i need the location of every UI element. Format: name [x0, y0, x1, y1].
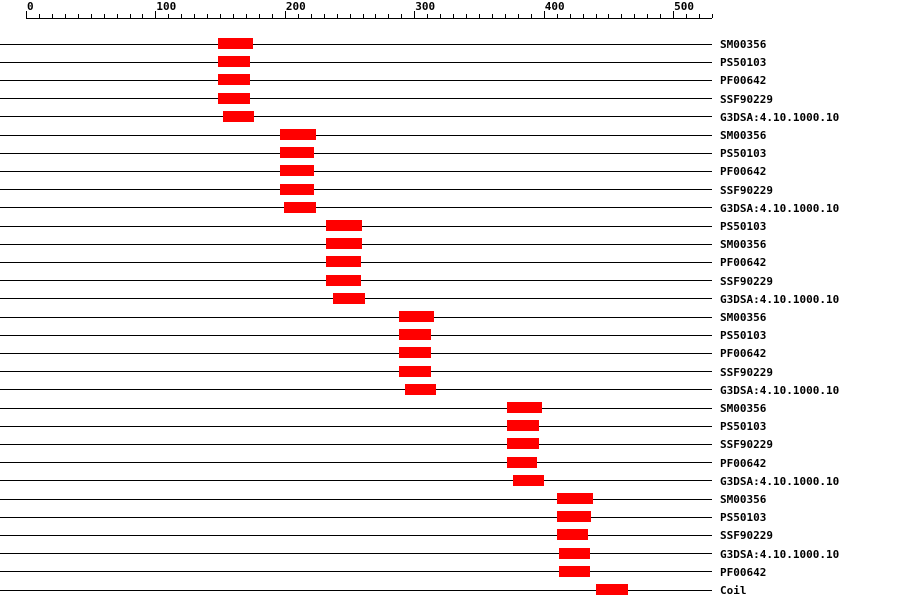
track-label: SSF90229	[720, 275, 773, 288]
track-label: PF00642	[720, 165, 767, 178]
axis-minor-tick	[557, 14, 558, 18]
axis-minor-tick	[505, 14, 506, 18]
track-line	[0, 517, 712, 518]
axis-baseline	[26, 18, 712, 19]
domain-feature-bar[interactable]	[399, 329, 431, 340]
axis-minor-tick	[492, 14, 493, 18]
track-line	[0, 335, 712, 336]
axis-minor-tick	[608, 14, 609, 18]
track-label: PS50103	[720, 220, 767, 233]
axis-minor-tick	[324, 14, 325, 18]
track-line	[0, 135, 712, 136]
track-line	[0, 371, 712, 372]
axis-minor-tick	[453, 14, 454, 18]
axis-minor-tick	[401, 14, 402, 18]
domain-feature-bar[interactable]	[280, 184, 314, 195]
axis-minor-tick	[194, 14, 195, 18]
domain-feature-bar[interactable]	[507, 438, 539, 449]
track-label: PF00642	[720, 256, 767, 269]
axis-minor-tick	[78, 14, 79, 18]
axis-minor-tick	[596, 14, 597, 18]
track-label: G3DSA:4.10.1000.10	[720, 384, 840, 397]
track-label: G3DSA:4.10.1000.10	[720, 293, 840, 306]
axis-minor-tick	[583, 14, 584, 18]
axis-minor-tick	[130, 14, 131, 18]
domain-feature-bar[interactable]	[326, 256, 361, 267]
axis-minor-tick	[142, 14, 143, 18]
track-label: SM00356	[720, 38, 767, 51]
track-label: PF00642	[720, 347, 767, 360]
axis-minor-tick	[660, 14, 661, 18]
domain-feature-bar[interactable]	[507, 457, 537, 468]
domain-feature-bar[interactable]	[405, 384, 436, 395]
track-line	[0, 462, 712, 463]
track-label: G3DSA:4.10.1000.10	[720, 548, 840, 561]
track-line	[0, 426, 712, 427]
domain-feature-bar[interactable]	[557, 511, 591, 522]
track-line	[0, 153, 712, 154]
track-line	[0, 480, 712, 481]
track-line	[0, 535, 712, 536]
axis-tick-label: 200	[285, 0, 306, 13]
track-label: SM00356	[720, 129, 767, 142]
track-label: PS50103	[720, 147, 767, 160]
axis-minor-tick	[104, 14, 105, 18]
domain-feature-bar[interactable]	[326, 238, 362, 249]
track-label: PS50103	[720, 56, 767, 69]
track-line	[0, 553, 712, 554]
axis-minor-tick	[518, 14, 519, 18]
track-line	[0, 444, 712, 445]
domain-feature-bar[interactable]	[284, 202, 316, 213]
domain-feature-bar[interactable]	[507, 420, 539, 431]
track-label: PF00642	[720, 566, 767, 579]
track-label: G3DSA:4.10.1000.10	[720, 475, 840, 488]
axis-minor-tick	[272, 14, 273, 18]
axis-minor-tick	[388, 14, 389, 18]
track-line	[0, 207, 712, 208]
track-label: SSF90229	[720, 438, 773, 451]
track-line	[0, 44, 712, 45]
track-label: PS50103	[720, 329, 767, 342]
track-label: G3DSA:4.10.1000.10	[720, 202, 840, 215]
domain-feature-bar[interactable]	[596, 584, 628, 595]
axis-minor-tick	[699, 14, 700, 18]
axis-minor-tick	[686, 14, 687, 18]
axis-tick-label: 300	[415, 0, 436, 13]
axis-minor-tick	[350, 14, 351, 18]
track-line	[0, 62, 712, 63]
domain-feature-bar[interactable]	[218, 93, 250, 104]
track-label: SM00356	[720, 402, 767, 415]
domain-feature-bar[interactable]	[557, 529, 588, 540]
axis-minor-tick	[531, 14, 532, 18]
domain-feature-bar[interactable]	[333, 293, 365, 304]
track-line	[0, 116, 712, 117]
track-line	[0, 353, 712, 354]
domain-feature-bar[interactable]	[326, 220, 362, 231]
axis-minor-tick	[363, 14, 364, 18]
axis-minor-tick	[298, 14, 299, 18]
track-line	[0, 317, 712, 318]
domain-feature-bar[interactable]	[559, 566, 590, 577]
axis-minor-tick	[427, 14, 428, 18]
domain-feature-bar[interactable]	[399, 311, 434, 322]
domain-feature-bar[interactable]	[557, 493, 593, 504]
domain-feature-bar[interactable]	[223, 111, 254, 122]
axis-minor-tick	[466, 14, 467, 18]
track-label: SSF90229	[720, 529, 773, 542]
track-label: Coil	[720, 584, 747, 597]
track-line	[0, 171, 712, 172]
domain-feature-bar[interactable]	[280, 129, 316, 140]
axis-minor-tick	[207, 14, 208, 18]
axis-minor-tick	[479, 14, 480, 18]
axis-minor-tick	[39, 14, 40, 18]
axis-tick-label: 0	[27, 0, 34, 13]
domain-feature-bar[interactable]	[218, 56, 250, 67]
axis-minor-tick	[233, 14, 234, 18]
track-label: SSF90229	[720, 184, 773, 197]
axis-minor-tick	[621, 14, 622, 18]
axis-minor-tick	[246, 14, 247, 18]
axis-minor-tick	[634, 14, 635, 18]
track-line	[0, 389, 712, 390]
track-line	[0, 571, 712, 572]
domain-feature-bar[interactable]	[399, 347, 431, 358]
axis-minor-tick	[375, 14, 376, 18]
domain-feature-bar[interactable]	[399, 366, 431, 377]
domain-feature-bar[interactable]	[326, 275, 361, 286]
axis-minor-tick	[91, 14, 92, 18]
track-line	[0, 408, 712, 409]
track-label: SM00356	[720, 311, 767, 324]
track-label: SM00356	[720, 493, 767, 506]
domain-feature-bar[interactable]	[218, 74, 250, 85]
track-label: PF00642	[720, 457, 767, 470]
domain-feature-bar[interactable]	[513, 475, 544, 486]
axis-minor-tick	[117, 14, 118, 18]
axis-minor-tick	[712, 14, 713, 18]
domain-feature-bar[interactable]	[280, 165, 314, 176]
axis-tick-label: 100	[156, 0, 177, 13]
axis-tick-label: 500	[674, 0, 695, 13]
axis-minor-tick	[259, 14, 260, 18]
axis-minor-tick	[52, 14, 53, 18]
track-line	[0, 98, 712, 99]
track-label: G3DSA:4.10.1000.10	[720, 111, 840, 124]
track-line	[0, 499, 712, 500]
domain-feature-bar[interactable]	[559, 548, 590, 559]
axis-minor-tick	[570, 14, 571, 18]
domain-feature-bar[interactable]	[218, 38, 253, 49]
domain-feature-bar[interactable]	[507, 402, 542, 413]
track-line	[0, 189, 712, 190]
axis-minor-tick	[337, 14, 338, 18]
axis-minor-tick	[181, 14, 182, 18]
axis-minor-tick	[65, 14, 66, 18]
axis-tick-label: 400	[544, 0, 565, 13]
axis-minor-tick	[168, 14, 169, 18]
domain-feature-bar[interactable]	[280, 147, 314, 158]
track-label: SSF90229	[720, 366, 773, 379]
track-label: PS50103	[720, 420, 767, 433]
axis-minor-tick	[440, 14, 441, 18]
axis-minor-tick	[311, 14, 312, 18]
track-label: SSF90229	[720, 93, 773, 106]
track-line	[0, 80, 712, 81]
axis-minor-tick	[647, 14, 648, 18]
track-label: PS50103	[720, 511, 767, 524]
track-label: PF00642	[720, 74, 767, 87]
track-label: SM00356	[720, 238, 767, 251]
axis-minor-tick	[220, 14, 221, 18]
